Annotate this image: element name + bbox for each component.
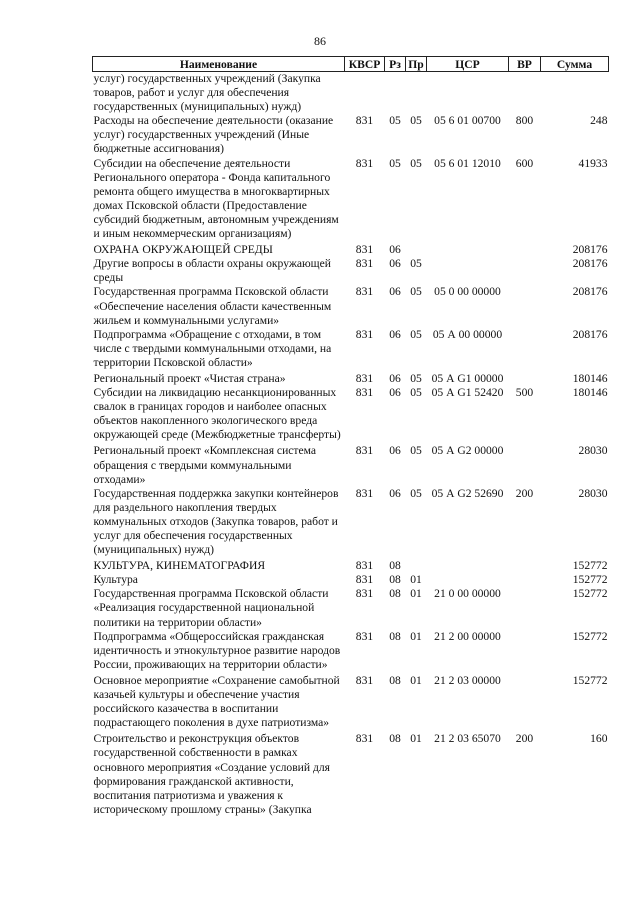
header-sum: Сумма [541,57,609,72]
cell-csr [427,573,509,587]
cell-name: Субсидии на ликвидацию несанкционированных свалок в границах городов и наиболее опасных объектов накопленного экологического вреда окружающей среде (Межбюджетные трансферты) [93,386,341,442]
table-row [93,72,609,115]
cell-rz: 06 [389,371,401,385]
table-row [93,573,609,587]
cell-kvsr: 831 [355,629,374,643]
cell-kvsr: 831 [355,732,374,746]
cell-sum: 28030 [578,486,608,500]
cell-pr: 05 [410,156,422,170]
table-row [93,257,609,285]
page-number: 86 [314,34,326,48]
cell-sum: 152772 [572,629,608,643]
cell-kvsr: 831 [355,243,374,257]
cell-csr: 05 6 01 00700 [434,114,501,128]
header-rz: Рз [385,57,406,72]
cell-kvsr: 831 [355,486,374,500]
cell-sum: 208176 [572,257,608,271]
cell-vr [509,559,541,573]
cell-kvsr: 831 [355,444,374,458]
cell-name: Подпрограмма «Обращение с отходами, в том числе с твердыми коммунальными отходами, на территории Псковской области» [93,327,332,369]
cell-kvsr: 831 [355,573,374,587]
cell-csr: 05 А G1 00000 [431,371,504,385]
cell-csr: 05 А 00 00000 [432,327,503,341]
cell-kvsr: 831 [355,114,374,128]
cell-rz: 06 [389,243,401,257]
cell-csr: 05 0 00 00000 [434,285,501,299]
cell-vr [509,257,541,285]
cell-rz [385,72,406,115]
cell-kvsr: 831 [355,327,374,341]
cell-rz: 06 [389,444,401,458]
cell-vr: 800 [515,114,534,128]
cell-kvsr [345,72,385,115]
cell-name: Строительство и реконструкция объектов государственной собственности в рамках основного мероприятия «Создание условий для формирования гражданской активности, воспитания патриотизма и уважения к историческому прошлому страны» (Закупка [93,732,331,816]
cell-kvsr: 831 [355,257,374,271]
table-row [93,285,609,327]
table-row [93,630,609,674]
table-row [93,487,609,559]
table-row [93,243,609,257]
cell-rz: 08 [389,673,401,687]
cell-vr [509,328,541,372]
cell-vr: 200 [515,486,534,500]
cell-pr: 01 [410,732,422,746]
cell-vr [509,674,541,732]
cell-csr [427,257,509,285]
cell-vr [509,630,541,674]
cell-name: Культура [93,573,138,587]
cell-vr [509,243,541,257]
header-pr: Пр [406,57,427,72]
cell-pr: 05 [410,257,422,271]
table-row [93,587,609,629]
table-row [93,444,609,486]
cell-kvsr: 831 [355,371,374,385]
header-csr: ЦСР [427,57,509,72]
table-body [93,72,609,817]
cell-name: Государственная программа Псковской области «Обеспечение населения области качественным жильем и коммунальными услугами» [93,285,332,327]
cell-kvsr: 831 [355,386,374,400]
cell-vr [509,587,541,629]
cell-sum: 180146 [572,371,608,385]
cell-name: Государственная поддержка закупки контейнеров для раздельного накопления твердых коммунальных отходов (Закупка товаров, работ и услуг для обеспечения государственных (муниципальных) нужд) [93,486,339,557]
cell-csr: 21 0 00 00000 [434,587,501,601]
cell-sum: 160 [590,732,608,746]
header-vr: ВР [509,57,541,72]
cell-kvsr: 831 [355,559,374,573]
cell-sum: 152772 [572,573,608,587]
cell-pr: 05 [410,371,422,385]
cell-name: Государственная программа Псковской области «Реализация государственной национальной политики на территории области» [93,587,329,629]
cell-rz: 08 [389,732,401,746]
cell-name: Расходы на обеспечение деятельности (оказание услуг) государственных учреждений (Иные бюджетные ассигнования) [93,114,334,156]
cell-pr: 05 [410,285,422,299]
cell-csr: 05 А G2 52690 [431,486,504,500]
cell-name: Основное мероприятие «Сохранение самобытной казачьей культуры и обеспечение участия российского казачества в воспитании подрастающего поколения в духе патриотизма» [93,673,340,730]
cell-pr [406,243,427,257]
cell-sum: 152772 [572,587,608,601]
cell-pr: 05 [410,486,422,500]
cell-sum: 152772 [572,559,608,573]
cell-pr: 05 [410,444,422,458]
cell-name: Субсидии на обеспечение деятельности Регионального оператора - Фонда капитального ремонта общего имущества в многоквартирных домах Псковской области (Предоставление субсидий бюджетным, автономным учреждениям и иным некоммерческим организациям) [93,156,339,241]
cell-sum: 180146 [572,386,608,400]
cell-pr: 01 [410,673,422,687]
cell-csr: 05 А G1 52420 [431,386,504,400]
cell-rz: 05 [389,156,401,170]
cell-pr: 05 [410,327,422,341]
cell-rz: 06 [389,486,401,500]
cell-pr: 01 [410,587,422,601]
cell-kvsr: 831 [355,156,374,170]
cell-csr [427,559,509,573]
cell-sum: 28030 [578,444,608,458]
table-row [93,372,609,386]
cell-rz: 06 [389,285,401,299]
cell-pr: 05 [410,386,422,400]
cell-name: Региональный проект «Чистая страна» [93,371,286,385]
table-row [93,328,609,372]
cell-csr [427,72,509,115]
cell-vr: 500 [515,386,534,400]
header-kvsr: КВСР [345,57,385,72]
table-row [93,386,609,444]
cell-name: Другие вопросы в области охраны окружающей среды [93,257,331,285]
table-row [93,559,609,573]
cell-csr [427,243,509,257]
cell-pr: 01 [410,573,422,587]
cell-sum: 208176 [572,243,608,257]
table-row [93,732,609,817]
cell-csr: 05 А G2 00000 [431,444,504,458]
cell-csr: 21 2 03 65070 [434,732,501,746]
cell-pr [406,72,427,115]
budget-table [92,56,609,817]
cell-name: КУЛЬТУРА, КИНЕМАТОГРАФИЯ [93,559,266,573]
cell-kvsr: 831 [355,587,374,601]
cell-rz: 08 [389,629,401,643]
cell-name: ОХРАНА ОКРУЖАЮЩЕЙ СРЕДЫ [93,243,273,257]
cell-rz: 05 [389,114,401,128]
cell-sum: 41933 [578,156,608,170]
cell-sum: 152772 [572,673,608,687]
cell-vr [509,285,541,327]
cell-name: Региональный проект «Комплексная система обращения с твердыми коммунальными отходами» [93,444,317,486]
header-name: Наименование [93,57,345,72]
cell-pr [406,559,427,573]
cell-vr [509,372,541,386]
cell-vr: 600 [515,156,534,170]
cell-vr: 200 [515,732,534,746]
cell-csr: 05 6 01 12010 [434,156,501,170]
cell-sum [541,72,609,115]
cell-rz: 06 [389,327,401,341]
cell-name: Подпрограмма «Общероссийская гражданская идентичность и этнокультурное развитие народов России, проживающих на территории области» [93,629,341,671]
cell-sum: 208176 [572,285,608,299]
cell-rz: 08 [389,587,401,601]
table-row [93,114,609,156]
cell-rz: 08 [389,559,401,573]
table-row [93,674,609,732]
cell-vr [509,444,541,486]
cell-kvsr: 831 [355,285,374,299]
cell-rz: 08 [389,573,401,587]
cell-pr: 01 [410,629,422,643]
cell-kvsr: 831 [355,673,374,687]
cell-sum: 248 [590,114,608,128]
cell-vr [509,573,541,587]
cell-name: услуг) государственных учреждений (Закупка товаров, работ и услуг для обеспечения государственных (муниципальных) нужд) [93,72,321,114]
cell-pr: 05 [410,114,422,128]
cell-vr [509,72,541,115]
cell-csr: 21 2 03 00000 [434,673,501,687]
table-row [93,157,609,244]
table-header-row [93,57,609,72]
cell-rz: 06 [389,257,401,271]
cell-rz: 06 [389,386,401,400]
cell-sum: 208176 [572,327,608,341]
cell-csr: 21 2 00 00000 [434,629,501,643]
